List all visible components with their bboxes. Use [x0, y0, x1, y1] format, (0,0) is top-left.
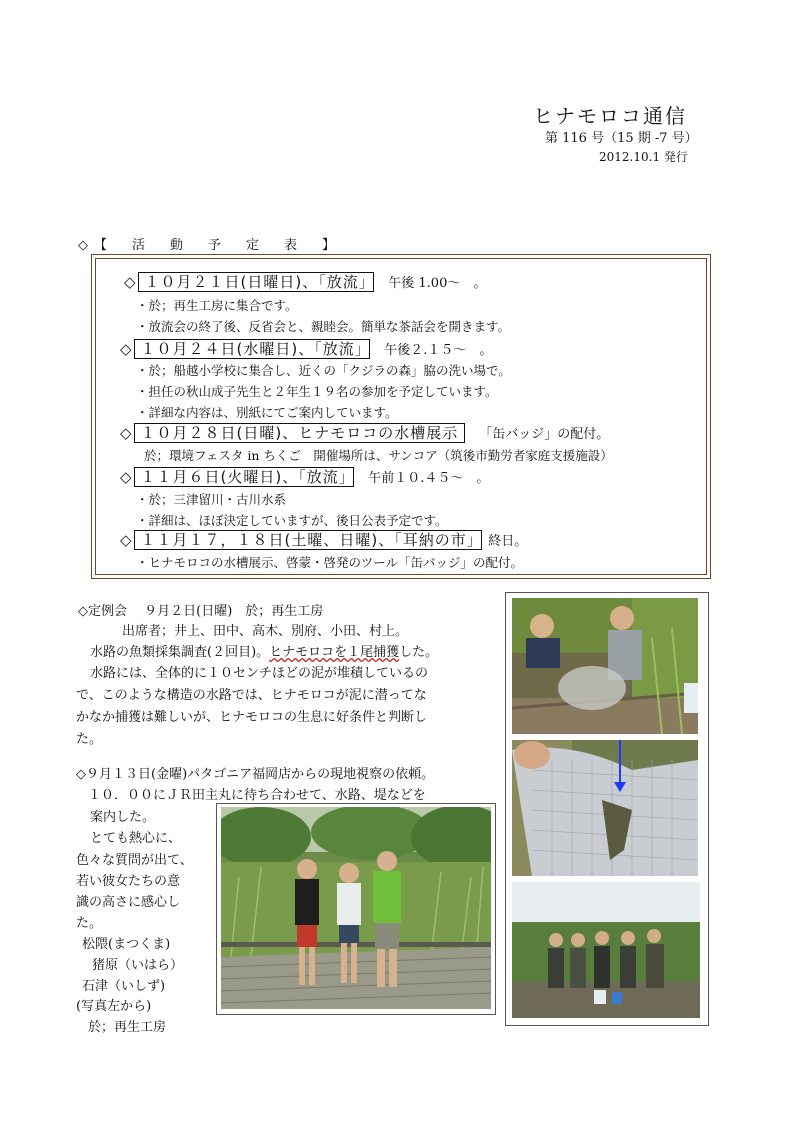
event-4-detail-2: ・詳細は、ほぼ決定していますが、後日公表予定です。 — [136, 513, 448, 528]
event-5-time: 終日。 — [488, 534, 528, 549]
visit-line-4: とても熱心に、 — [90, 831, 182, 846]
event-2-detail-1: ・於；船越小学校に集合し、近くの「クジラの森」脇の洗い場で。 — [136, 363, 511, 378]
event-5-label: １１月１７，１８日(土曜、日曜)、｢耳納の市｣ — [134, 530, 483, 550]
event-3-detail-1: 於；環境フェスタ in ちくご 開催場所は、サンコア（筑後市勤労者家庭支援施設） — [144, 448, 613, 463]
newsletter-title: ヒナモロコ通信 — [533, 104, 687, 128]
visit-location: 於；再生工房 — [88, 1020, 167, 1035]
diamond-icon: ◇ — [120, 531, 132, 549]
schedule-heading: ◇【 活 動 予 定 表 】 — [78, 238, 341, 253]
event-5 — [120, 530, 527, 551]
photo-visitors — [221, 807, 491, 1009]
event-3-note: 「缶バッジ」の配付。 — [479, 427, 610, 442]
diamond-icon: ◇ — [120, 424, 132, 442]
visit-line-7: 識の高さに感心し — [76, 895, 181, 910]
issue-number: 第 116 号（15 期 -7 号） — [545, 131, 698, 146]
photo-net-fish — [512, 740, 698, 876]
visit-caption: (写真左から) — [76, 999, 152, 1014]
event-2 — [120, 339, 492, 360]
event-4 — [120, 467, 489, 488]
meeting-catch-highlight: ヒナモロコを１尾捕獲 — [269, 645, 400, 660]
photo-group-waders — [512, 882, 700, 1018]
event-2-label: １０月２４日(水曜日)、｢放流｣ — [134, 339, 371, 359]
event-2-detail-2: ・担任の秋山成子先生と２年生１９名の参加を予定しています。 — [136, 384, 498, 399]
event-3-label: １０月２８日(日曜)、ヒナモロコの水槽展示 — [134, 423, 466, 443]
visit-line-5: 色々な質問が出て、 — [76, 853, 193, 868]
diamond-icon: ◇ — [124, 273, 136, 291]
event-4-time: 午前１０.４５～ 。 — [368, 471, 490, 486]
meeting-para-2-line-1: 水路には、全体的に１０センチほどの泥が堆積しているの — [90, 666, 429, 681]
event-1-detail-2: ・放流会の終了後、反省会と、親睦会。簡単な茶話会を開きます。 — [136, 319, 511, 334]
event-3 — [120, 423, 609, 444]
visit-name-3: 石津（いしず) — [82, 979, 166, 994]
publish-date: 2012.10.1 発行 — [599, 150, 688, 164]
visit-name-2: 猪原（いはら） — [92, 958, 184, 973]
event-1 — [124, 272, 486, 293]
diamond-icon: ◇ — [120, 340, 132, 358]
event-1-time: 午後 1.00～ 。 — [388, 276, 487, 291]
event-2-time: 午後２.１５～ 。 — [384, 343, 493, 358]
photo-netting — [512, 598, 698, 734]
meeting-para-1 — [90, 641, 438, 660]
visit-line-6: 若い彼女たちの意 — [76, 874, 181, 889]
meeting-para-2-line-3: かなか捕獲は難しいが、ヒナモロコの生息に好条件と判断し — [76, 710, 428, 725]
meeting-para-1c: した。 — [399, 645, 439, 660]
visit-line-3: 案内した。 — [90, 810, 156, 825]
event-1-label: １０月２１日(日曜日)、｢放流｣ — [138, 272, 375, 292]
visit-line-8: た。 — [76, 916, 103, 931]
event-2-detail-3: ・詳細な内容は、別紙にてご案内しています。 — [136, 405, 398, 420]
meeting-heading: ◇定例会 ９月２日(日曜) 於；再生工房 — [78, 604, 324, 619]
visit-heading: ◇９月１３日(金曜)パタゴニア福岡店からの現地視察の依頼。 — [76, 767, 435, 782]
event-4-label: １１月６日(火曜日)、｢放流｣ — [134, 467, 355, 487]
visit-line-2: １０．００にＪＲ田主丸に待ち合わせて、水路、堤などを — [88, 788, 426, 803]
event-5-detail-1: ・ヒナモロコの水槽展示、啓蒙・啓発のツール「缶バッジ」の配付。 — [136, 555, 524, 570]
event-4-detail-1: ・於；三津留川・古川水系 — [136, 492, 287, 507]
meeting-attendees: 出席者；井上、田中、高木、別府、小田、村上。 — [122, 624, 409, 639]
event-1-detail-1: ・於；再生工房に集合です。 — [136, 298, 298, 313]
diamond-icon: ◇ — [120, 468, 132, 486]
visit-name-1: 松隈(まつくま) — [82, 937, 171, 952]
meeting-para-1a: 水路の魚類採集調査(２回目)。 — [90, 645, 270, 660]
meeting-para-2-line-2: で、このような構造の水路では、ヒナモロコが泥に潜ってな — [76, 688, 427, 703]
meeting-para-2-line-4: た。 — [76, 732, 103, 747]
